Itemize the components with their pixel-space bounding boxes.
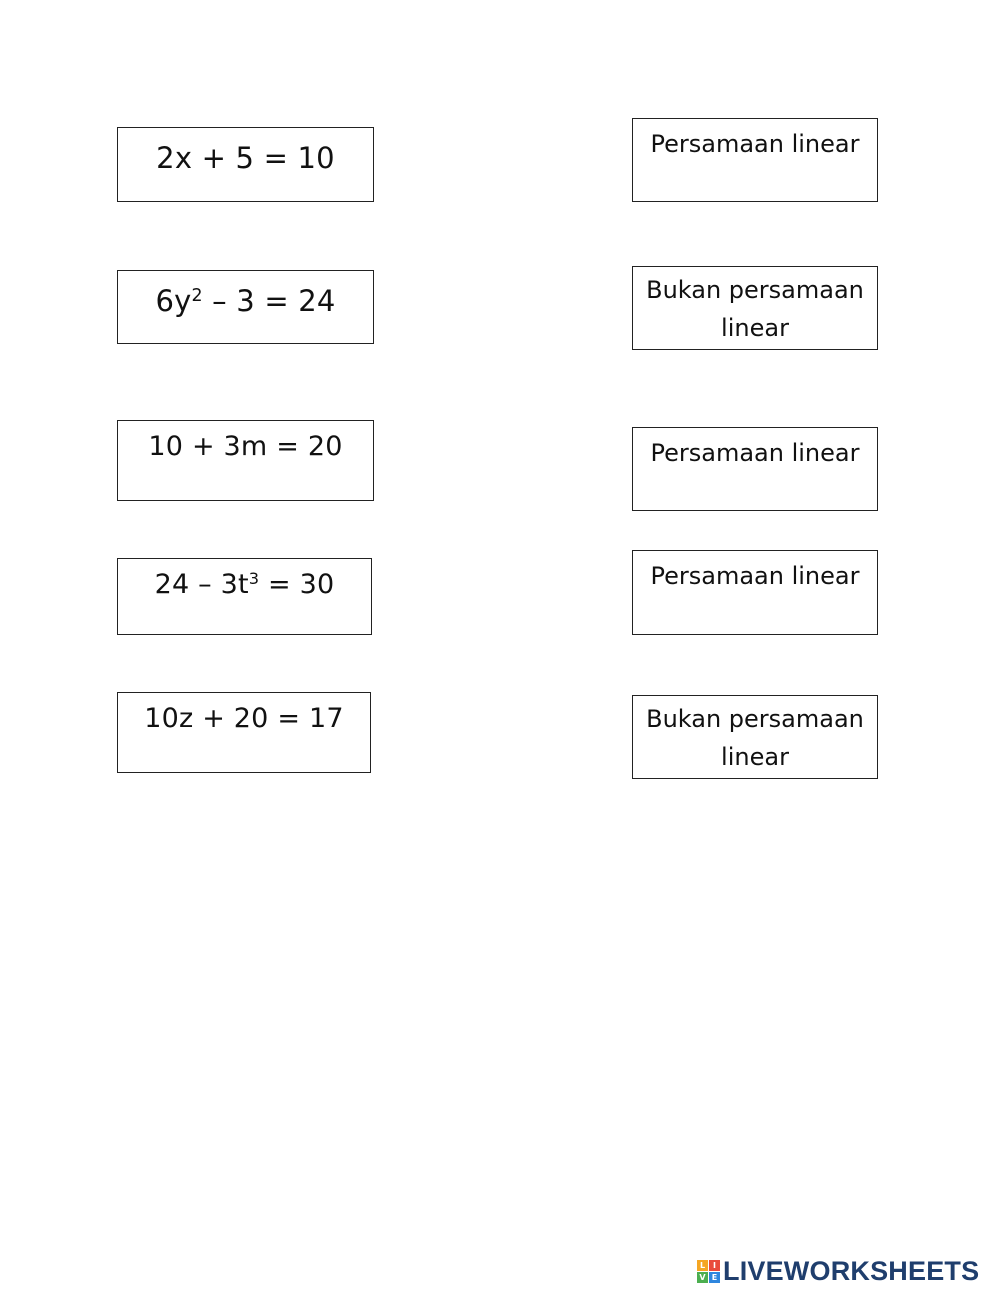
answer-box-3[interactable]: [632, 427, 878, 511]
logo-wordmark: LIVEWORKSHEETS: [723, 1255, 980, 1286]
liveworksheets-logo: [697, 1256, 979, 1286]
equation-text: 10 + 3m = 20: [148, 431, 343, 462]
equation-box-2[interactable]: [117, 270, 374, 344]
equation-text: $6y^2 - 3 = 24$: [155, 284, 336, 318]
answer-box-1[interactable]: [632, 118, 878, 202]
logo-tile-i: I: [709, 1260, 720, 1271]
answer-box-5[interactable]: [632, 695, 878, 779]
answer-text: Persamaan linear: [650, 439, 860, 467]
logo-tiles-icon: [697, 1260, 720, 1283]
logo-tile-e: E: [709, 1272, 720, 1283]
equation-text: $24 - 3t^3 = 30$: [154, 569, 335, 600]
equation-text: 10z + 20 = 17: [144, 703, 344, 734]
answer-text: Persamaan linear: [650, 130, 860, 158]
equation-text: 2x + 5 = 10: [156, 141, 335, 175]
answer-text: Bukan persamaan linear: [646, 705, 864, 771]
answer-text: Persamaan linear: [650, 562, 860, 590]
answer-box-4[interactable]: [632, 550, 878, 635]
answer-text: Bukan persamaan linear: [646, 276, 864, 342]
answer-box-2[interactable]: [632, 266, 878, 350]
exponent: 2: [191, 286, 203, 307]
logo-tile-l: L: [697, 1260, 708, 1271]
equation-box-1[interactable]: [117, 127, 374, 202]
exponent: 3: [248, 569, 260, 589]
equation-box-4[interactable]: [117, 558, 372, 635]
equation-box-5[interactable]: [117, 692, 371, 773]
logo-tile-v: V: [697, 1272, 708, 1283]
equation-box-3[interactable]: [117, 420, 374, 501]
